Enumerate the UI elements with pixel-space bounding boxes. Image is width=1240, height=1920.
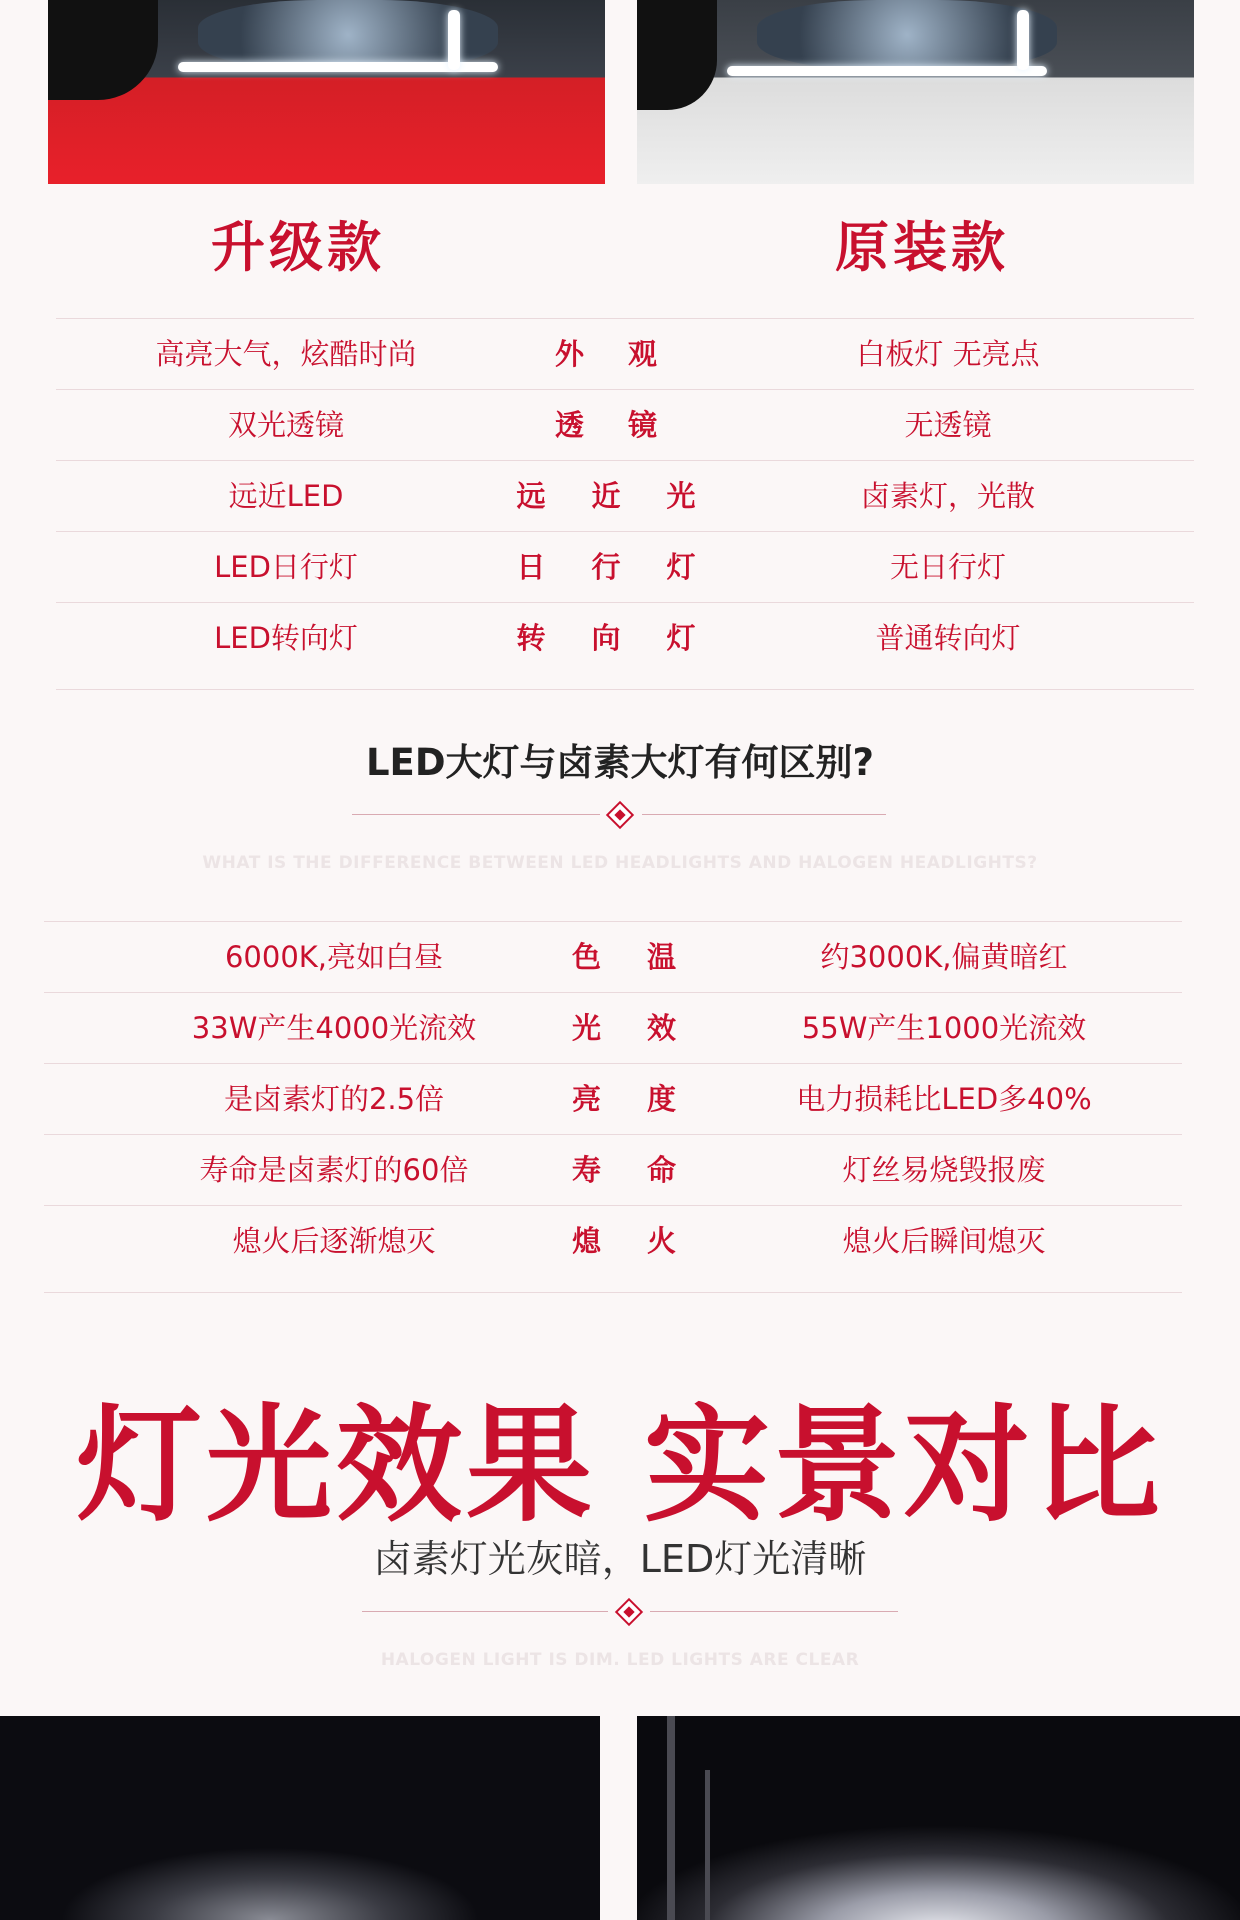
label-char: 色 xyxy=(571,940,601,974)
label-char: 灯 xyxy=(666,621,696,655)
original-feature: 无日行灯 xyxy=(889,550,1006,584)
original-title: 原装款 xyxy=(835,216,1009,279)
pole-shape xyxy=(705,1770,710,1920)
original-feature: 卤素灯，光散 xyxy=(860,479,1035,513)
effect-subtitle-en: HALOGEN LIGHT IS DIM. LED LIGHTS ARE CLEAR xyxy=(380,1650,860,1670)
table-row xyxy=(56,460,1194,532)
label-char: 透 xyxy=(554,408,584,442)
label-char: 光 xyxy=(666,479,696,513)
difference-subtitle-en: WHAT IS THE DIFFERENCE BETWEEN LED HEADLIGHTS AND HALOGEN HEADLIGHTS? xyxy=(202,853,1038,873)
divider-line xyxy=(362,1611,608,1612)
table-row xyxy=(56,602,1194,690)
original-feature: 无透镜 xyxy=(904,408,992,442)
upgraded-feature: 远近LED xyxy=(228,479,344,513)
label-char: 向 xyxy=(591,621,621,655)
upgraded-feature: LED日行灯 xyxy=(214,550,358,584)
original-headlight-photo xyxy=(637,0,1194,184)
table-row xyxy=(56,531,1194,603)
table-row xyxy=(44,992,1182,1064)
spec-label xyxy=(544,922,704,993)
upgraded-feature: 双光透镜 xyxy=(227,408,344,442)
upgraded-headlight-photo xyxy=(48,0,605,184)
original-feature: 白板灯 无亮点 xyxy=(856,337,1040,371)
label-char: 寿 xyxy=(571,1153,601,1187)
divider-line xyxy=(650,1611,898,1612)
label-char: 外 xyxy=(554,337,584,371)
table-row xyxy=(44,1063,1182,1135)
spec-label xyxy=(544,1135,704,1206)
led-spec: 寿命是卤素灯的60倍 xyxy=(199,1153,469,1187)
diamond-icon xyxy=(615,1598,643,1626)
spec-label xyxy=(544,1206,704,1277)
halogen-spec: 55W产生1000光流效 xyxy=(801,1011,1087,1045)
halogen-night-photo xyxy=(0,1716,600,1920)
led-spec: 是卤素灯的2.5倍 xyxy=(223,1082,445,1116)
label-char: 效 xyxy=(647,1011,677,1045)
original-feature: 普通转向灯 xyxy=(875,621,1021,655)
halogen-spec: 约3000K,偏黄暗红 xyxy=(820,940,1068,974)
halogen-spec: 熄火后瞬间熄灭 xyxy=(842,1224,1046,1258)
upgraded-title: 升级款 xyxy=(211,216,385,279)
table-row xyxy=(44,1205,1182,1293)
label-char: 近 xyxy=(591,479,621,513)
label-char: 行 xyxy=(591,550,621,584)
upgraded-feature: LED转向灯 xyxy=(214,621,358,655)
label-char: 熄 xyxy=(571,1224,601,1258)
label-char: 镜 xyxy=(628,408,658,442)
label-char: 温 xyxy=(647,940,677,974)
label-char: 日 xyxy=(516,550,546,584)
label-char: 观 xyxy=(628,337,658,371)
table-row xyxy=(44,921,1182,993)
led-spec: 熄火后逐渐熄灭 xyxy=(232,1224,436,1258)
label-char: 亮 xyxy=(571,1082,601,1116)
label-char: 命 xyxy=(647,1153,677,1187)
label-char: 转 xyxy=(516,621,546,655)
effect-title: 灯光效果 实景对比 xyxy=(76,1392,1164,1539)
label-char: 度 xyxy=(647,1082,677,1116)
feature-label xyxy=(496,390,716,461)
led-night-photo xyxy=(637,1716,1240,1920)
table-row xyxy=(56,318,1194,390)
led-spec: 6000K,亮如白昼 xyxy=(224,940,444,974)
label-char: 灯 xyxy=(666,550,696,584)
spec-label xyxy=(544,1064,704,1135)
halogen-spec: 灯丝易烧毁报废 xyxy=(842,1153,1046,1187)
divider-line xyxy=(642,814,886,815)
feature-label xyxy=(496,319,716,390)
label-char: 光 xyxy=(571,1011,601,1045)
table-row xyxy=(56,389,1194,461)
label-char: 火 xyxy=(647,1224,677,1258)
effect-subtitle: 卤素灯光灰暗，LED灯光清晰 xyxy=(373,1537,867,1581)
label-char: 远 xyxy=(516,479,546,513)
feature-label xyxy=(496,603,716,674)
spec-label xyxy=(544,993,704,1064)
divider-line xyxy=(352,814,600,815)
pole-shape xyxy=(667,1716,675,1920)
upgraded-feature: 高亮大气，炫酷时尚 xyxy=(155,337,417,371)
diamond-icon xyxy=(606,801,634,829)
feature-label xyxy=(496,532,716,603)
table-row xyxy=(44,1134,1182,1206)
feature-label xyxy=(496,461,716,532)
halogen-spec: 电力损耗比LED多40% xyxy=(796,1082,1092,1116)
difference-title: LED大灯与卤素大灯有何区别? xyxy=(365,741,875,784)
led-spec: 33W产生4000光流效 xyxy=(191,1011,477,1045)
